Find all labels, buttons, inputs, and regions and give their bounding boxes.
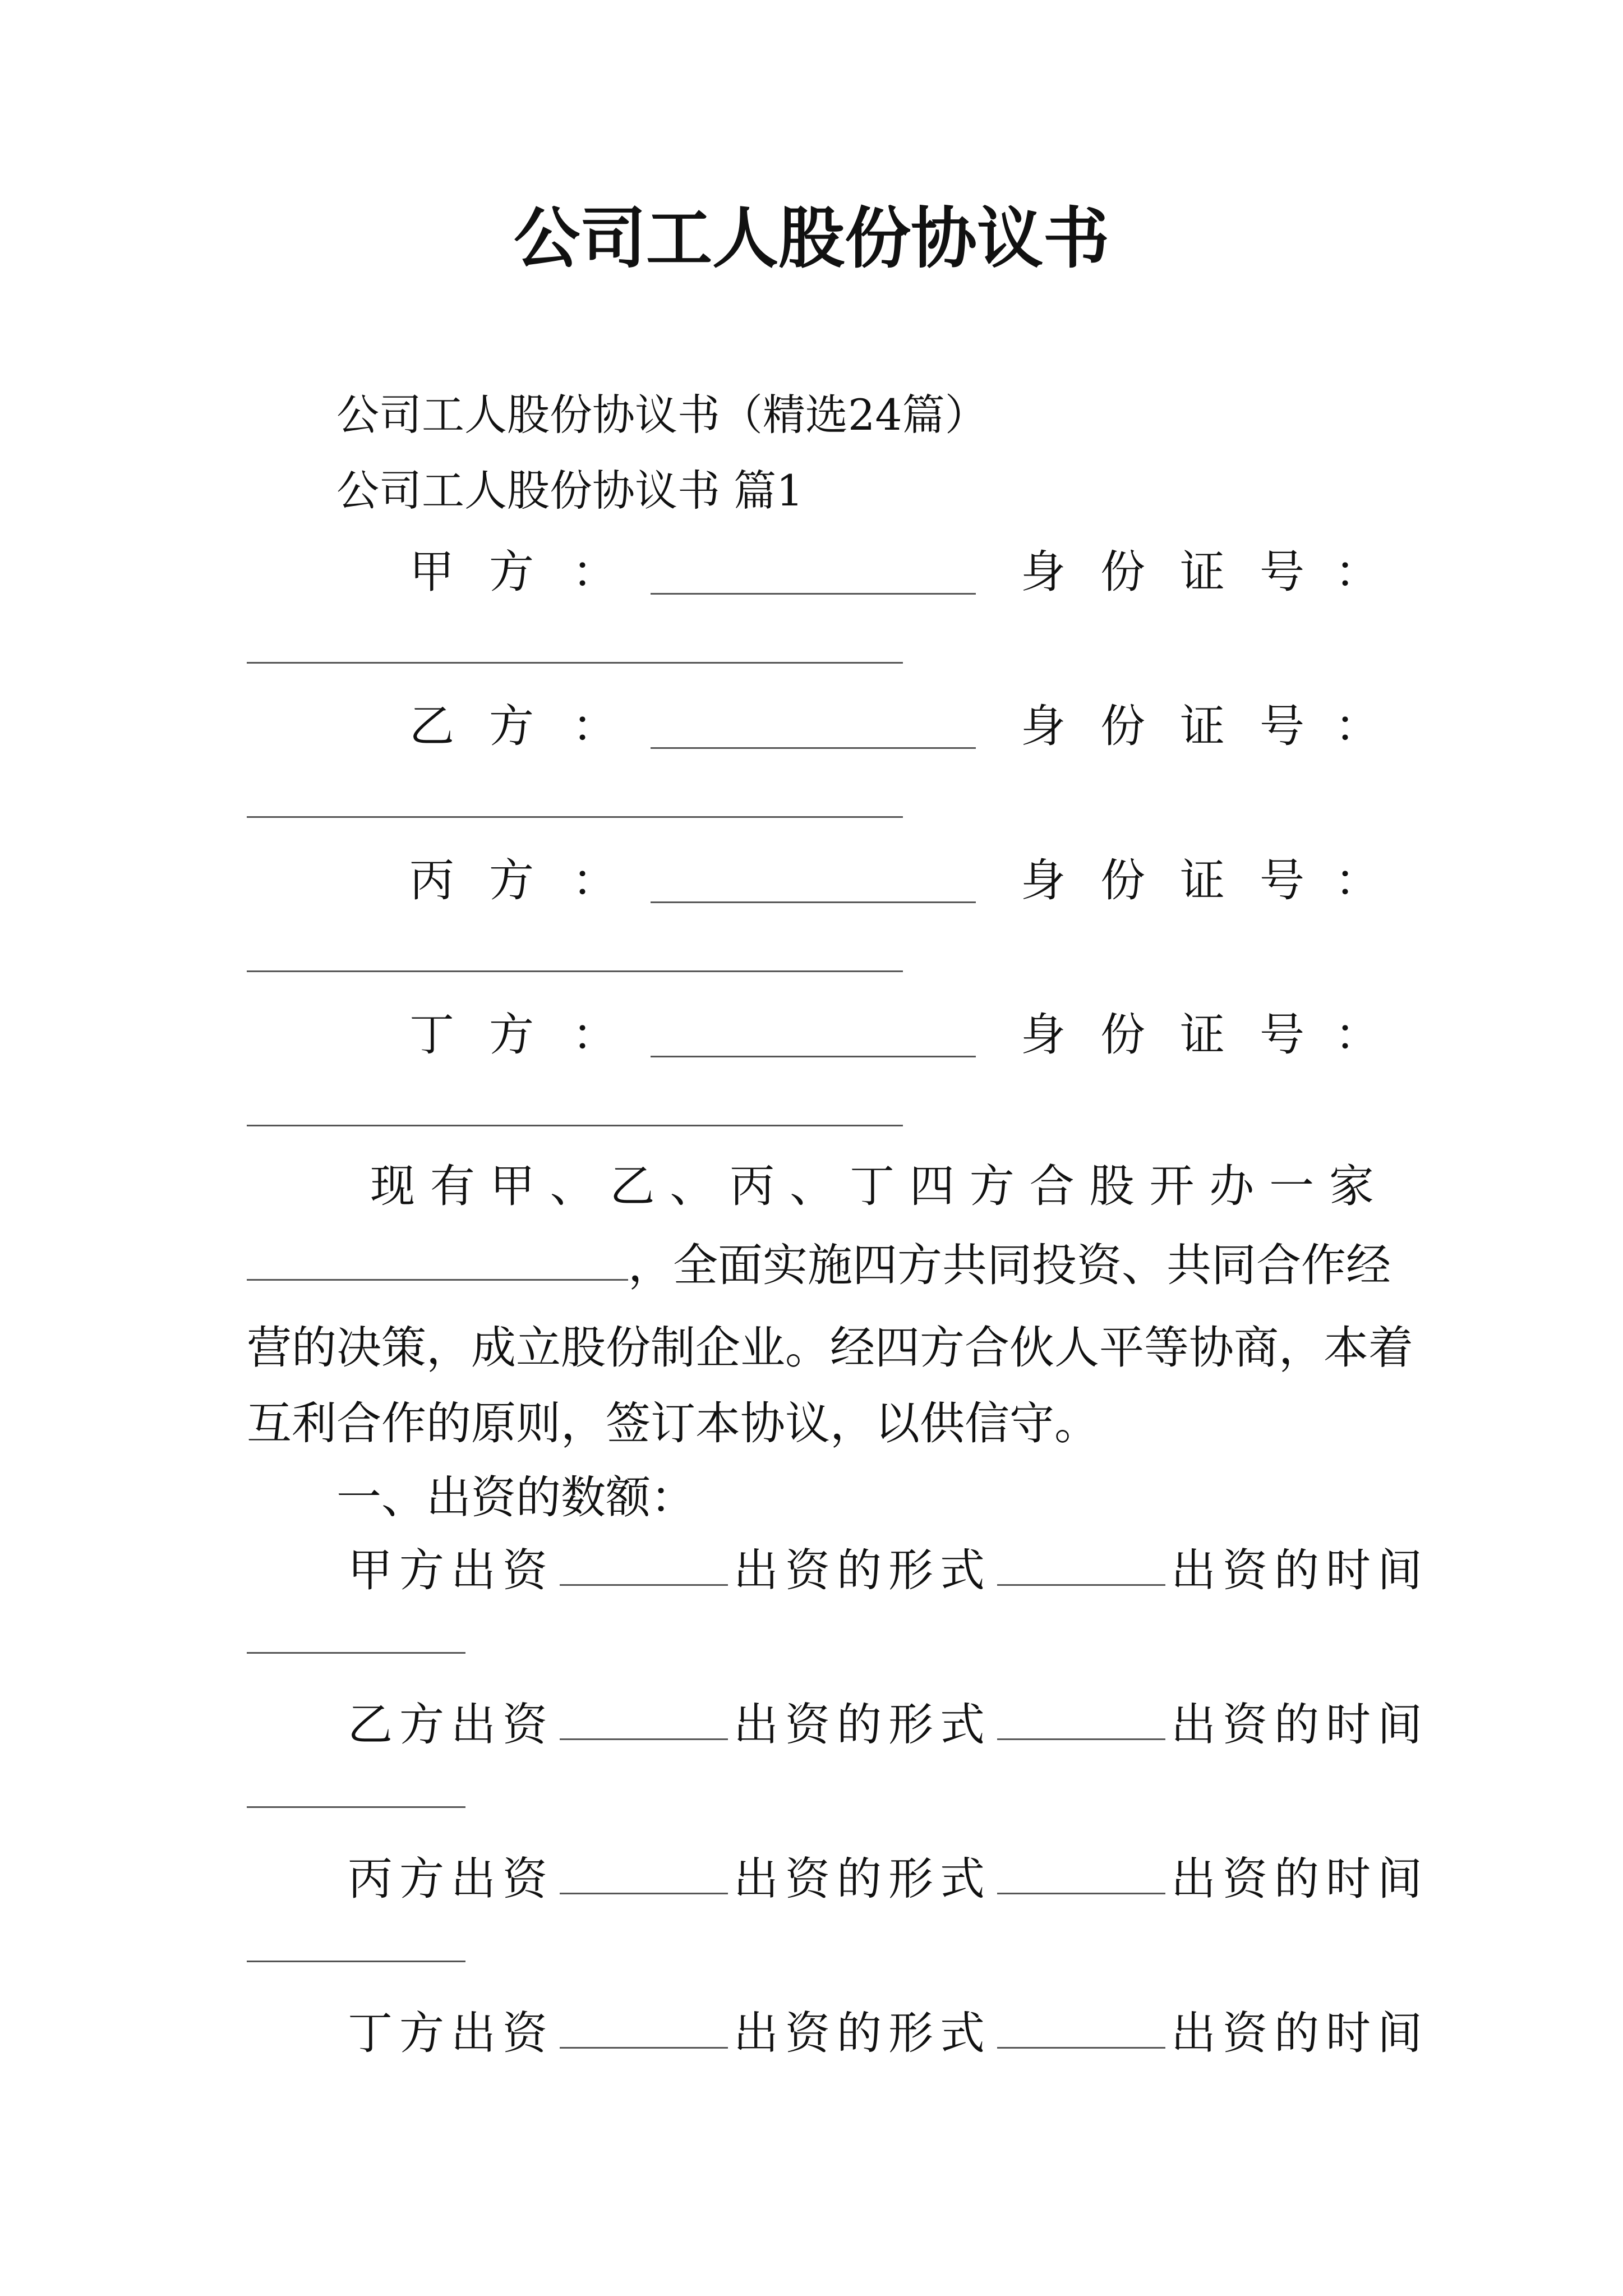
investment-party-label: 丁方出资 <box>348 2007 554 2059</box>
investment-form-label: 出资的形式 <box>734 1699 992 1751</box>
intro-char: 、 <box>790 1160 835 1212</box>
party-colon: ： <box>572 854 617 907</box>
form-blank[interactable] <box>997 1695 1165 1740</box>
company-name-blank[interactable] <box>247 1234 628 1281</box>
section-title: 公司工人股份协议书 篇1 <box>336 466 804 516</box>
intro-char: 、 <box>670 1160 715 1212</box>
party-name-blank[interactable] <box>651 901 976 903</box>
intro-char: 丁 <box>850 1160 895 1212</box>
time-blank[interactable] <box>247 1652 465 1654</box>
party-name: 丙方 <box>409 854 569 907</box>
intro-line-2-text: ，全面实施四方共同投资、共同合作经 <box>628 1239 1391 1291</box>
investment-row-yi <box>348 1694 1429 1756</box>
id-number-blank[interactable] <box>247 970 903 972</box>
intro-char: 现 <box>370 1160 415 1212</box>
document-subtitle: 公司工人股份协议书（精选24篇） <box>336 390 988 440</box>
investment-form-label: 出资的形式 <box>734 1544 992 1596</box>
intro-char: 开 <box>1149 1160 1195 1212</box>
id-number-blank[interactable] <box>247 1125 903 1126</box>
investment-party-label: 丙方出资 <box>348 1853 554 1905</box>
id-number-colon: ： <box>1335 854 1380 907</box>
intro-line-3: 营的决策，成立股份制企业。经四方合伙人平等协商，本着 <box>247 1322 1413 1374</box>
id-number-label: 身份证号 <box>1021 546 1339 598</box>
party-row-bing <box>409 850 1380 912</box>
intro-char: 合 <box>1029 1160 1075 1212</box>
party-row-yi <box>409 696 1380 757</box>
id-number-label: 身份证号 <box>1021 854 1339 907</box>
id-number-blank[interactable] <box>247 662 903 664</box>
form-blank[interactable] <box>997 2003 1165 2049</box>
intro-char: 一 <box>1269 1160 1315 1212</box>
investment-party-label: 乙方出资 <box>348 1699 554 1751</box>
time-blank[interactable] <box>247 1961 465 1962</box>
time-blank[interactable] <box>247 1806 465 1808</box>
party-colon: ： <box>572 1009 617 1061</box>
intro-char: 办 <box>1209 1160 1255 1212</box>
party-row-ding <box>409 1004 1380 1066</box>
party-name-blank[interactable] <box>651 747 976 749</box>
investment-time-label: 出资的时间 <box>1171 1853 1429 1905</box>
intro-line-1 <box>370 1156 1374 1217</box>
party-name: 乙方 <box>409 700 569 752</box>
investment-time-label: 出资的时间 <box>1171 1544 1429 1596</box>
investment-form-label: 出资的形式 <box>734 1853 992 1905</box>
intro-char: 丙 <box>730 1160 775 1212</box>
intro-char: 有 <box>430 1160 475 1212</box>
section-1-heading: 一、出资的数额： <box>336 1471 695 1524</box>
party-name-blank[interactable] <box>651 593 976 595</box>
id-number-blank[interactable] <box>247 816 903 818</box>
amount-blank[interactable] <box>560 2003 728 2049</box>
party-name-blank[interactable] <box>651 1056 976 1057</box>
intro-char: 股 <box>1089 1160 1135 1212</box>
investment-row-jia <box>348 1540 1429 1602</box>
intro-char: 方 <box>969 1160 1015 1212</box>
id-number-colon: ： <box>1335 700 1380 752</box>
investment-time-label: 出资的时间 <box>1171 2007 1429 2059</box>
investment-row-ding <box>348 2003 1429 2064</box>
investment-party-label: 甲方出资 <box>348 1544 554 1596</box>
party-colon: ： <box>572 700 617 752</box>
id-number-colon: ： <box>1335 1009 1380 1061</box>
form-blank[interactable] <box>997 1849 1165 1894</box>
intro-char: 乙 <box>610 1160 655 1212</box>
party-colon: ： <box>572 546 617 598</box>
intro-line-4: 互利合作的原则，签订本协议，以供信守。 <box>247 1397 1099 1450</box>
party-name: 丁方 <box>409 1009 569 1061</box>
investment-row-bing <box>348 1848 1429 1910</box>
intro-line-2 <box>247 1234 1391 1296</box>
party-row-jia <box>409 541 1380 603</box>
document-title: 公司工人股份协议书 <box>513 199 1109 277</box>
id-number-label: 身份证号 <box>1021 1009 1339 1061</box>
amount-blank[interactable] <box>560 1849 728 1894</box>
id-number-label: 身份证号 <box>1021 700 1339 752</box>
intro-char: 家 <box>1329 1160 1374 1212</box>
form-blank[interactable] <box>997 1540 1165 1586</box>
intro-char: 、 <box>550 1160 595 1212</box>
id-number-colon: ： <box>1335 546 1380 598</box>
party-name: 甲方 <box>409 546 569 598</box>
intro-char: 甲 <box>490 1160 535 1212</box>
amount-blank[interactable] <box>560 1540 728 1586</box>
intro-char: 四 <box>909 1160 955 1212</box>
investment-form-label: 出资的形式 <box>734 2007 992 2059</box>
investment-time-label: 出资的时间 <box>1171 1699 1429 1751</box>
amount-blank[interactable] <box>560 1695 728 1740</box>
